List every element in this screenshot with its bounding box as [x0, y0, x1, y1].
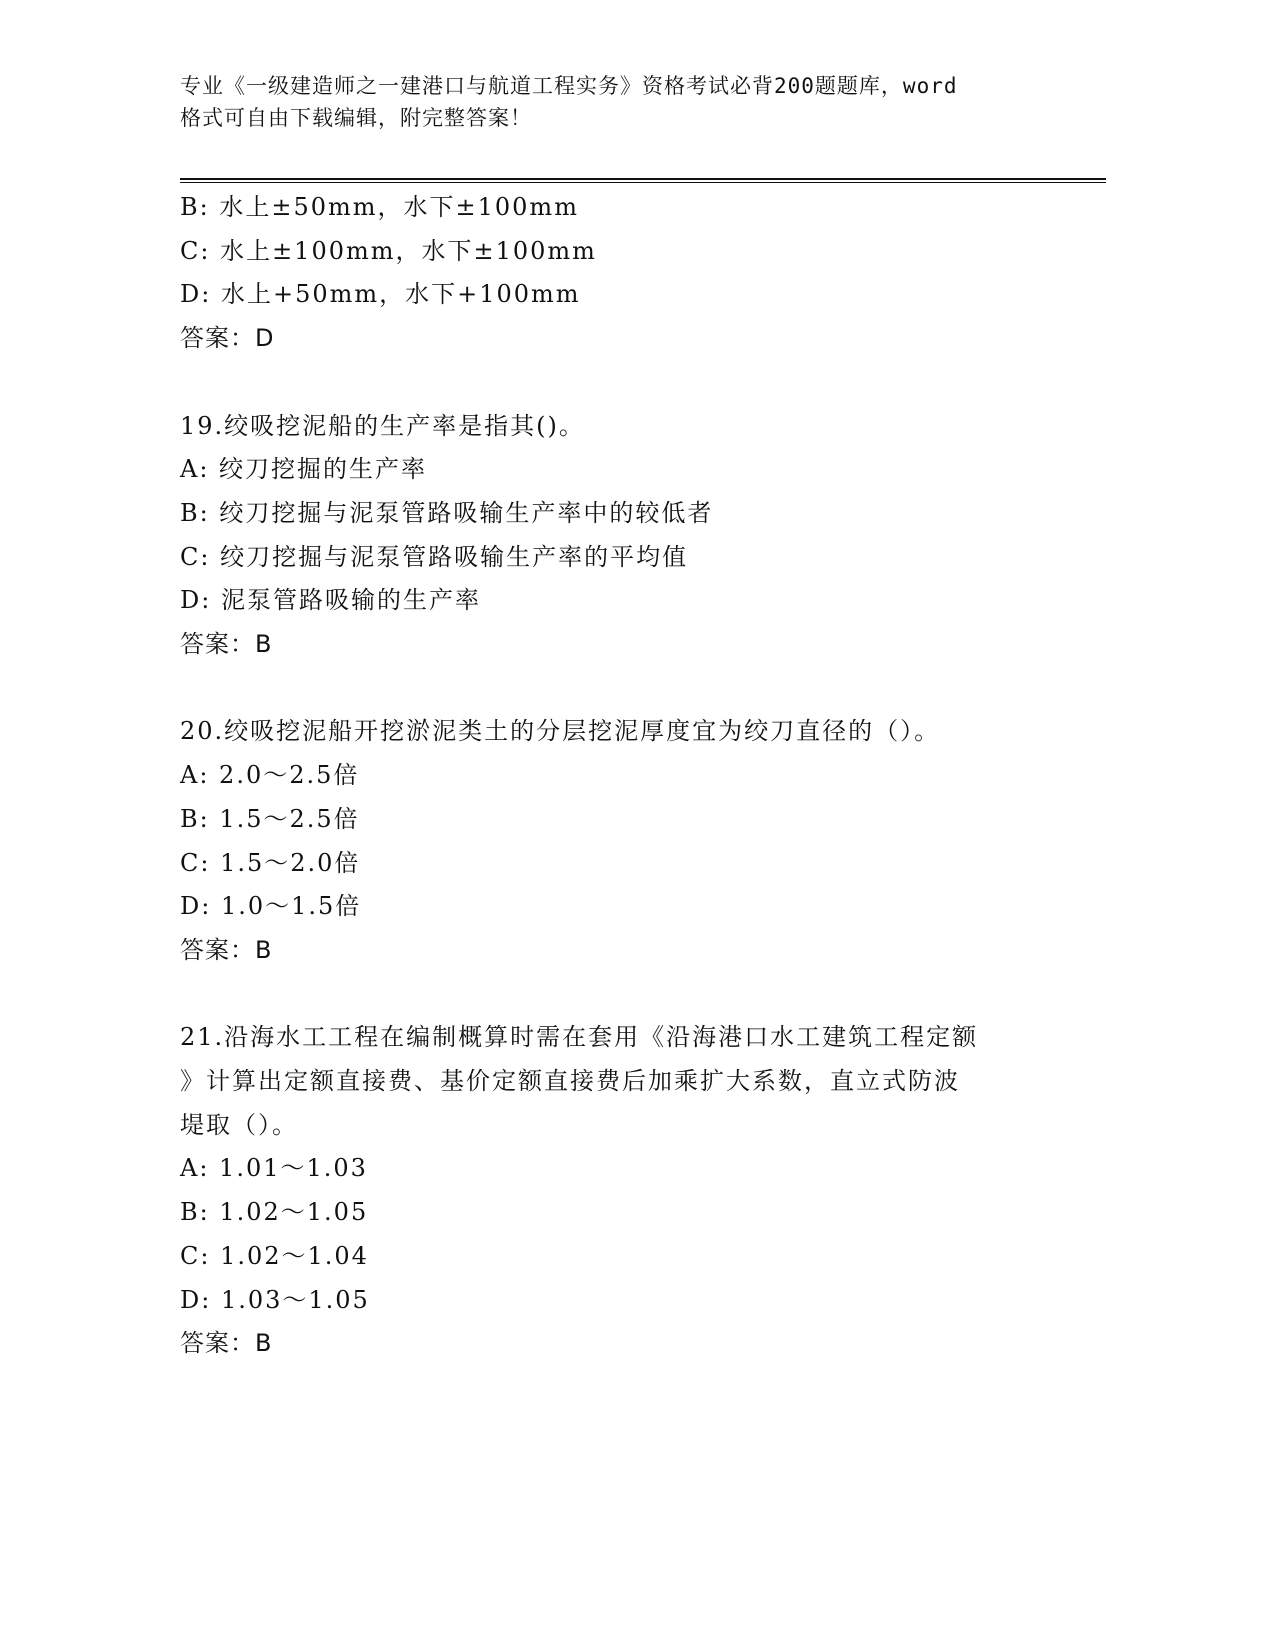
answer-line: 答案：B: [180, 1329, 273, 1358]
option-d: D: 泥泵管路吸输的生产率: [180, 586, 481, 615]
option-a: A: 绞刀挖掘的生产率: [180, 455, 428, 484]
question-block-21: [180, 1016, 1080, 1366]
option-d: D: 水上+50mm，水下+100mm: [180, 280, 581, 309]
page-header: [180, 70, 1040, 134]
option-c: C: 1.02～1.04: [180, 1241, 369, 1270]
question-stem: 19.绞吸挖泥船的生产率是指其()。: [180, 411, 585, 440]
option-b: B: 水上±50mm，水下±100mm: [180, 193, 579, 221]
option-b: B: 1.5～2.5倍: [180, 804, 360, 833]
question-stem-line-3: 堤取（）。: [180, 1110, 298, 1139]
question-block-20: [180, 710, 1080, 972]
answer-line: 答案：B: [180, 935, 273, 964]
previous-question-block: [180, 186, 1080, 361]
option-c: C: 水上±100mm，水下±100mm: [180, 236, 597, 265]
option-a: A: 2.0～2.5倍: [180, 761, 360, 790]
option-c: C: 1.5～2.0倍: [180, 848, 361, 877]
option-b: B: 绞刀挖掘与泥泵管路吸输生产率中的较低者: [180, 498, 714, 527]
spacer: [180, 973, 1080, 1017]
question-content: [180, 186, 1080, 1366]
spacer: [180, 361, 1080, 405]
header-line-2: 格式可自由下载编辑，附完整答案！: [180, 106, 532, 130]
question-stem-line-2: 》计算出定额直接费、基价定额直接费后加乘扩大系数，直立式防波: [180, 1067, 960, 1096]
header-line-1: 专业《一级建造师之一建港口与航道工程实务》资格考试必背200题题库，word: [180, 74, 958, 98]
option-c: C: 绞刀挖掘与泥泵管路吸输生产率的平均值: [180, 542, 689, 571]
option-b: B: 1.02～1.05: [180, 1198, 369, 1227]
header-divider: [180, 178, 1106, 183]
option-d: D: 1.03～1.05: [180, 1285, 370, 1314]
option-a: A: 1.01～1.03: [180, 1154, 368, 1183]
option-d: D: 1.0～1.5倍: [180, 892, 362, 921]
question-block-19: [180, 405, 1080, 667]
question-stem: 20.绞吸挖泥船开挖淤泥类土的分层挖泥厚度宜为绞刀直径的（）。: [180, 717, 941, 746]
answer-line: 答案：D: [180, 324, 275, 353]
answer-line: 答案：B: [180, 630, 273, 659]
question-stem-line-1: 21.沿海水工工程在编制概算时需在套用《沿海港口水工建筑工程定额: [180, 1023, 979, 1052]
spacer: [180, 667, 1080, 711]
